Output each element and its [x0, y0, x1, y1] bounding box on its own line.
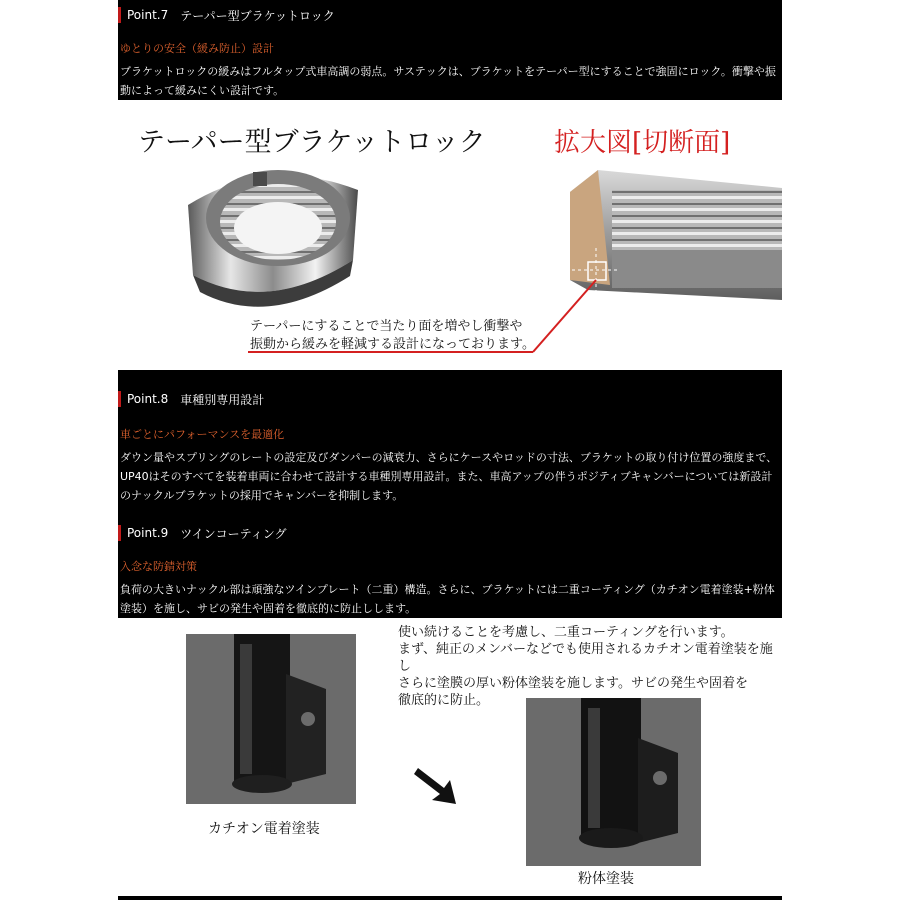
point8-subheading: 車ごとにパフォーマンスを最適化 — [120, 428, 285, 441]
bracket-lock-figure — [118, 100, 782, 370]
point9-number: Point.9 — [127, 526, 169, 540]
caption-line-2: 振動から緩みを軽減する設計になっております。 — [250, 337, 535, 352]
label-before: カチオン電着塗装 — [208, 821, 320, 837]
coating-text-line-4: 徹底的に防止。 — [398, 693, 490, 708]
coating-text-line-1: 使い続けることを考慮し、二重コーティングを行います。 — [398, 625, 734, 640]
coating-description — [398, 624, 782, 709]
point7-body: ブラケットロックの緩みはフルタップ式車高調の弱点。サステックは、ブラケットをテーパー型にすることで強固にロック。衝撃や振動によって緩みにくい設計です。 — [120, 65, 776, 97]
caption-line-1: テーパーにすることで当たり面を増やし衝撃や — [250, 319, 523, 334]
accent-bar — [118, 7, 121, 23]
cut-section-illustration — [566, 170, 782, 300]
electrodeposition-photo — [186, 634, 356, 804]
point7-title: テーパー型ブラケットロック — [180, 8, 335, 23]
point9-title: ツインコーティング — [180, 526, 287, 541]
figure-caption — [250, 318, 535, 354]
point7-header — [118, 2, 335, 28]
point9-header — [118, 520, 286, 546]
point7-number: Point.7 — [127, 8, 169, 22]
point8-header — [118, 386, 264, 412]
zoom-label: 拡大図[切断面] — [554, 128, 731, 158]
coating-text-line-2: まず、純正のメンバーなどでも使用されるカチオン電着塗装を施し — [398, 642, 773, 674]
accent-bar — [118, 391, 121, 407]
coating-text-line-3: さらに塗膜の厚い粉体塗装を施します。サビの発生や固着を — [398, 676, 748, 691]
product-feature-panel — [118, 0, 782, 900]
powder-coating-photo — [526, 698, 701, 866]
twin-coating-figure — [118, 618, 782, 896]
label-after: 粉体塗装 — [578, 871, 634, 887]
point9-subheading: 入念な防錆対策 — [120, 560, 197, 573]
arrow-down-right-icon — [414, 758, 474, 808]
figure-title: テーパー型ブラケットロック — [138, 127, 486, 158]
point9-body: 負荷の大きいナックル部は頑強なツインプレート（二重）構造。さらに、ブラケットには二重コーティング（カチオン電着塗装+粉体塗装）を施し、サビの発生や固着を徹底的に防止しします。 — [120, 583, 775, 615]
accent-bar — [118, 525, 121, 541]
point8-title: 車種別専用設計 — [180, 392, 265, 407]
point7-subheading: ゆとりの安全（緩み防止）設計 — [120, 42, 274, 55]
point8-body: ダウン量やスプリングのレートの設定及びダンパーの減衰力、さらにケースやロッドの寸法、ブラケットの取り付け位置の強度まで、UP40はそのすべてを装着車両に合わせて設計する車種別専用設計。また、車高アップの伴うポジティブキャンバーについては新設計のナックルブラケットの採用でキャンバーを抑制します。 — [120, 451, 778, 502]
point8-number: Point.8 — [127, 392, 169, 406]
pointer-line — [533, 280, 596, 352]
bracket-nut-illustration — [188, 170, 358, 307]
